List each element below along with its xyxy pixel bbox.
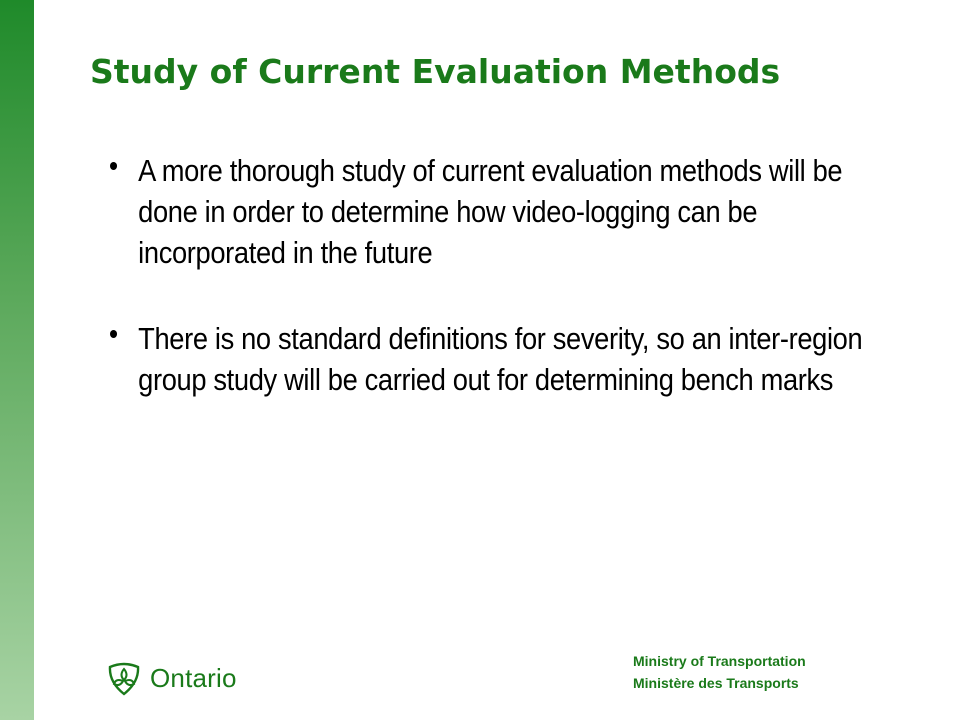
bullet-list bbox=[110, 150, 910, 400]
ontario-trillium-icon bbox=[106, 660, 142, 696]
logo-text: Ontario bbox=[150, 662, 237, 693]
ministry-name bbox=[633, 650, 806, 694]
bullet-dot-icon bbox=[110, 330, 117, 338]
bullet-text: There is no standard definitions for severity, so an inter-region group study will be carried out for determining bench marks bbox=[138, 320, 863, 397]
bullet-item bbox=[110, 150, 895, 274]
ontario-logo bbox=[106, 658, 237, 698]
bullet-item bbox=[110, 318, 895, 400]
green-side-bar bbox=[0, 0, 34, 720]
ministry-name-en: Ministry of Transportation bbox=[633, 653, 806, 669]
bullet-text: A more thorough study of current evaluation methods will be done in order to determine how video-logging can be incorporated in the future bbox=[138, 153, 843, 271]
ministry-name-fr: Ministère des Transports bbox=[633, 675, 799, 691]
bullet-dot-icon bbox=[110, 162, 117, 170]
slide-title: Study of Current Evaluation Methods bbox=[90, 52, 781, 91]
